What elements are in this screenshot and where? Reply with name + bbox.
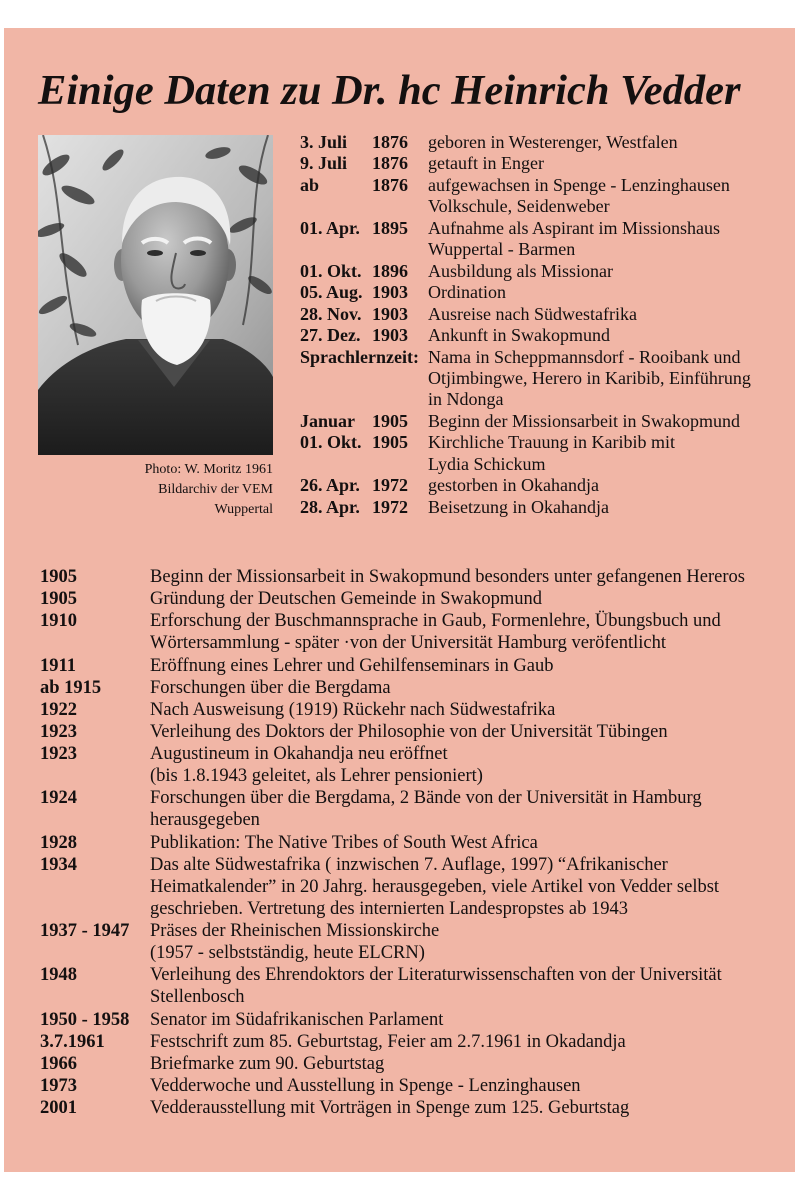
timeline-row: [40, 588, 745, 610]
date-year: 1905: [372, 410, 408, 431]
date-label: ab: [300, 174, 320, 195]
chronology-description: [428, 497, 609, 518]
description-line: Senator im Südafrikanischen Parlament: [150, 1009, 444, 1030]
date-year: 1905: [372, 432, 408, 453]
timeline-row: [40, 787, 745, 831]
timeline-year: 1973: [40, 1075, 77, 1096]
description-line: Das alte Südwestafrika ( inzwischen 7. Auflage, 1997) “Afrikanischer: [150, 854, 668, 875]
chronology-description: [428, 325, 610, 346]
date-label: 3. Juli: [300, 132, 348, 152]
description-line: Vedderwoche und Ausstellung in Spenge - Lenzinghausen: [150, 1075, 581, 1096]
photo-archive: Bildarchiv der VEM: [158, 482, 273, 497]
timeline-description: [150, 610, 721, 654]
timeline-description: [150, 920, 439, 964]
timeline-row: [40, 721, 745, 743]
chronology-description: [428, 218, 720, 261]
date-year: 1876: [372, 153, 408, 174]
date-year: 1896: [372, 260, 408, 281]
date-year: 1895: [372, 217, 408, 238]
timeline-description: [150, 787, 702, 831]
photo-location: Wuppertal: [214, 502, 273, 517]
chronology-row: [300, 304, 751, 325]
timeline-year: 1966: [40, 1053, 77, 1074]
timeline-year: 1934: [40, 854, 77, 875]
date-label: 01. Okt.: [300, 260, 362, 281]
photo-caption: [0, 460, 273, 520]
timeline-row: [40, 1075, 745, 1097]
description-line: Aufnahme als Aspirant im Missionshaus: [428, 217, 720, 238]
career-timeline: [40, 566, 745, 1119]
timeline-year: 1910: [40, 611, 77, 632]
timeline-description: [150, 1031, 626, 1053]
chronology-date: [300, 282, 408, 303]
timeline-year: 1905: [40, 567, 77, 587]
timeline-row: [40, 1031, 745, 1053]
chronology-row: [300, 497, 751, 518]
chronology-row: [300, 475, 751, 496]
date-label: 01. Apr.: [300, 217, 360, 238]
chronology-date: [300, 346, 419, 411]
description-line: Lydia Schickum: [428, 453, 546, 474]
chronology-row: [300, 261, 751, 282]
timeline-description: [150, 721, 668, 743]
description-line: Heimatkalender” in 20 Jahrg. herausgegeben, viele Artikel von Vedder selbst: [150, 876, 720, 897]
chronology-description: [428, 261, 613, 282]
page-title: Einige Daten zu Dr. hc Heinrich Vedder: [38, 67, 741, 114]
timeline-description: [150, 964, 722, 1008]
timeline-year: 1928: [40, 832, 77, 853]
description-line: aufgewachsen in Spenge - Lenzinghausen: [428, 174, 730, 195]
description-line: Beisetzung in Okahandja: [428, 496, 609, 517]
timeline-description: [150, 832, 538, 854]
description-line: getauft in Enger: [428, 153, 544, 174]
chronology-description: [428, 347, 751, 411]
description-line: Briefmarke zum 90. Geburtstag: [150, 1053, 385, 1074]
date-year: 1903: [372, 282, 408, 303]
timeline-year: ab 1915: [40, 677, 102, 698]
date-year: 1903: [372, 325, 408, 346]
chronology-date: [300, 175, 408, 218]
timeline-description: [150, 1097, 629, 1119]
chronology-row: [300, 132, 751, 153]
chronology-description: [428, 132, 678, 153]
date-label: Januar: [300, 410, 356, 431]
timeline-year: 1911: [40, 655, 76, 676]
chronology-date: [300, 325, 408, 346]
description-line: Wuppertal - Barmen: [428, 239, 576, 260]
timeline-description: [150, 1053, 384, 1075]
description-line: gestorben in Okahandja: [428, 475, 599, 496]
chronology-date: [300, 153, 408, 174]
description-line: Präses der Rheinischen Missionskirche: [150, 921, 440, 941]
description-line: Nach Ausweisung (1919) Rückehr nach Südwestafrika: [150, 699, 556, 720]
timeline-row: [40, 1053, 745, 1075]
timeline-description: [150, 854, 719, 920]
description-line: Beginn der Missionsarbeit in Swakopmund besonders unter gefangenen Hereros: [150, 567, 745, 587]
timeline-description: [150, 699, 555, 721]
chronology-description: [428, 411, 740, 432]
date-label: 28. Apr.: [300, 496, 360, 517]
date-year: 1876: [372, 132, 408, 152]
chronology-date: [300, 218, 408, 261]
timeline-row: [40, 1097, 745, 1119]
description-line: geboren in Westerenger, Westfalen: [428, 132, 678, 152]
timeline-row: [40, 854, 745, 920]
description-line: Kirchliche Trauung in Karibib mit: [428, 432, 675, 453]
description-line: Ankunft in Swakopmund: [428, 325, 610, 346]
chronology-date: [300, 411, 408, 432]
description-line: geschrieben. Vertretung des internierten Landespropstes ab 1943: [150, 898, 628, 919]
timeline-year: 1948: [40, 965, 77, 986]
timeline-year: 1937 - 1947: [40, 921, 130, 941]
date-label: 26. Apr.: [300, 475, 360, 496]
chronology-row: [300, 153, 751, 174]
chronology-date: [300, 432, 408, 475]
description-line: Beginn der Missionsarbeit in Swakopmund: [428, 410, 740, 431]
description-line: (bis 1.8.1943 geleitet, als Lehrer pensioniert): [150, 766, 483, 787]
timeline-year: 1923: [40, 744, 77, 764]
description-line: Forschungen über die Bergdama, 2 Bände von der Universität in Hamburg: [150, 788, 702, 809]
timeline-row: [40, 743, 745, 787]
chronology-date: [300, 132, 408, 153]
date-year: 1876: [372, 174, 408, 195]
chronology-date: [300, 475, 408, 496]
timeline-description: [150, 588, 542, 610]
date-label: 28. Nov.: [300, 303, 362, 324]
description-line: Otjimbingwe, Herero in Karibib, Einführung: [428, 367, 751, 388]
chronology-row: [300, 347, 751, 411]
description-line: herausgegeben: [150, 810, 260, 831]
timeline-description: [150, 1075, 581, 1097]
timeline-row: [40, 566, 745, 588]
chronology-row: [300, 218, 751, 261]
date-year: 1903: [372, 303, 408, 324]
timeline-year: 1923: [40, 721, 77, 742]
description-line: Ausreise nach Südwestafrika: [428, 303, 637, 324]
timeline-row: [40, 699, 745, 721]
timeline-description: [150, 743, 483, 787]
timeline-description: [150, 566, 745, 588]
chronology-date: [300, 304, 408, 325]
timeline-row: [40, 964, 745, 1008]
timeline-row: [40, 920, 745, 964]
portrait-image: [38, 135, 273, 455]
date-year: 1972: [372, 475, 408, 496]
description-line: Eröffnung eines Lehrer und Gehilfenseminars in Gaub: [150, 655, 554, 676]
chronology-row: [300, 282, 751, 303]
chronology-row: [300, 175, 751, 218]
description-line: Nama in Scheppmannsdorf - Rooibank und: [428, 346, 741, 367]
chronology-date: [300, 261, 408, 282]
portrait-photo: [38, 135, 273, 455]
description-line: in Ndonga: [428, 389, 504, 410]
description-line: (1957 - selbstständig, heute ELCRN): [150, 943, 425, 964]
description-line: Ordination: [428, 282, 506, 303]
timeline-description: [150, 655, 553, 677]
timeline-year: 1905: [40, 589, 77, 610]
date-label: 27. Dez.: [300, 325, 361, 346]
chronology-description: [428, 475, 599, 496]
early-life-chronology: [300, 132, 751, 518]
description-line: Wörtersammlung - später ·von der Universität Hamburg veröfentlicht: [150, 633, 666, 654]
chronology-row: [300, 325, 751, 346]
chronology-description: [428, 282, 506, 303]
timeline-row: [40, 832, 745, 854]
description-line: Forschungen über die Bergdama: [150, 677, 391, 698]
timeline-row: [40, 1009, 745, 1031]
description-line: Gründung der Deutschen Gemeinde in Swakopmund: [150, 589, 543, 610]
date-label: 9. Juli: [300, 153, 348, 174]
chronology-date: [300, 497, 408, 518]
date-label: Sprachlernzeit:: [300, 346, 419, 367]
photo-credit: Photo: W. Moritz 1961: [144, 462, 273, 477]
chronology-row: [300, 432, 751, 475]
chronology-description: [428, 175, 730, 218]
description-line: Volkschule, Seidenweber: [428, 196, 610, 217]
description-line: Festschrift zum 85. Geburtstag, Feier am 2.7.1961 in Okadandja: [150, 1031, 626, 1052]
description-line: Verleihung des Doktors der Philosophie von der Universität Tübingen: [150, 721, 668, 742]
description-line: Erforschung der Buschmannsprache in Gaub, Formenlehre, Übungsbuch und: [150, 611, 721, 632]
timeline-year: 2001: [40, 1098, 77, 1118]
chronology-description: [428, 304, 637, 325]
date-label: 05. Aug.: [300, 282, 363, 303]
description-line: Verleihung des Ehrendoktors der Literaturwissenschaften von der Universität: [150, 965, 722, 986]
description-line: Augustineum in Okahandja neu eröffnet: [150, 744, 448, 764]
timeline-row: [40, 655, 745, 677]
description-line: Stellenbosch: [150, 987, 245, 1008]
chronology-row: [300, 411, 751, 432]
timeline-year: 3.7.1961: [40, 1031, 105, 1052]
timeline-description: [150, 677, 391, 699]
chronology-description: [428, 153, 544, 174]
timeline-row: [40, 677, 745, 699]
timeline-year: 1924: [40, 788, 77, 809]
date-year: 1972: [372, 496, 408, 517]
timeline-year: 1922: [40, 699, 77, 720]
description-line: Publikation: The Native Tribes of South West Africa: [150, 832, 538, 853]
description-line: Ausbildung als Missionar: [428, 260, 614, 281]
date-label: 01. Okt.: [300, 432, 362, 453]
chronology-description: [428, 432, 675, 475]
timeline-description: [150, 1009, 443, 1031]
timeline-row: [40, 610, 745, 654]
description-line: Vedderausstellung mit Vorträgen in Spenge zum 125. Geburtstag: [150, 1098, 630, 1118]
timeline-year: 1950 - 1958: [40, 1009, 130, 1030]
